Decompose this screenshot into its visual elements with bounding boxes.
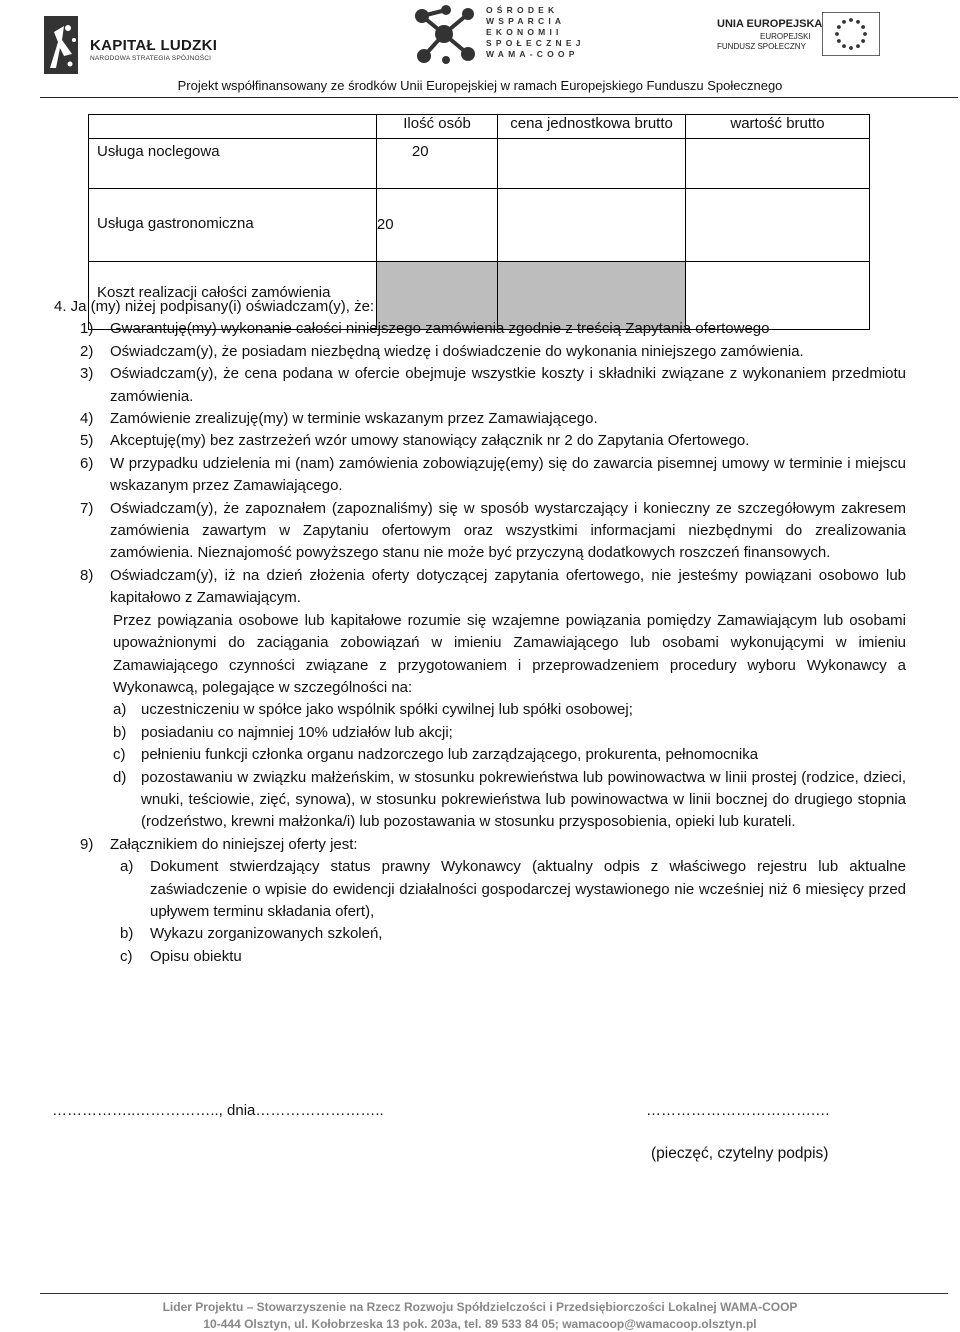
relationship-paragraph: Przez powiązania osobowe lub kapitałowe rozumie się wzajemne powiązania pomiędzy Zamawiającym lub osobami upoważnionymi do zaciągania zobowiązań w imieniu Zamawiającego lub osobami wykonującymi w imieniu Zamawiającego czynności związane z przygotowaniem i przeprowadzeniem procedury wyboru Wykonawcy a Wykonawcą, polegające w szczególności na: xyxy=(113,611,906,696)
relationship-definition xyxy=(113,610,906,834)
item-text: Zamówienie zrealizuję(my) w terminie wskazanym przez Zamawiającego. xyxy=(110,410,598,428)
item-letter: a) xyxy=(120,858,134,876)
item-text: Gwarantuję(my) wykonanie całości niniejszego zamówienia zgodnie z treścią Zapytania ofertowego xyxy=(110,320,770,338)
total-value-field[interactable] xyxy=(685,189,869,262)
item-letter: b) xyxy=(120,925,134,943)
item-text: posiadaniu co najmniej 10% udziałów lub akcji; xyxy=(141,723,453,741)
item-text: W przypadku udzielenia mi (nam) zamówienia zobowiązuję(emy) się do zawarcia pisemnej umowy w terminie i miejscu wskazanym przez Zamawiającego. xyxy=(110,454,906,495)
ue-title: UNIA EUROPEJSKA xyxy=(717,18,823,30)
owes-line: WAMA-COOP xyxy=(486,49,579,59)
item-letter: b) xyxy=(113,723,127,741)
list-item xyxy=(113,699,906,721)
list-item xyxy=(54,408,906,430)
list-item xyxy=(54,498,906,565)
owes-line: EKONOMII xyxy=(486,27,563,37)
item-text: Oświadczam(y), że zapoznałem (zapoznaliśmy) się w sposób wystarczający i konieczny ze szczegółowym zakresem zamówienia zawartym w Zapytaniu ofertowym oraz wszystkimi informacjami niezbędnymi do zrealizowania zamówienia. Nieznajomość powyższego stanu nie może być przyczyną dodatkowych roszczeń finansowych. xyxy=(110,499,906,562)
eu-star-icon xyxy=(837,25,841,29)
item-letter: c) xyxy=(113,746,126,764)
list-item xyxy=(54,363,906,408)
row-label: Koszt realizacji całości zamówienia xyxy=(89,262,377,330)
header-cell-empty xyxy=(89,115,377,139)
table-row xyxy=(89,139,870,189)
row-label: Usługa gastronomiczna xyxy=(89,189,377,262)
table-row xyxy=(89,189,870,262)
kapital-ludzki-logo-icon xyxy=(38,14,86,81)
unit-price-field[interactable] xyxy=(498,189,686,262)
list-item xyxy=(113,744,906,766)
footer-project-leader: Lider Projektu – Stowarzyszenie na Rzecz Rozwoju Spółdzielczości i Przedsiębiorczości Lokalnej WAMA-COOP xyxy=(162,1300,798,1314)
header-cell-total-value: wartość brutto xyxy=(685,115,869,139)
eu-star-icon xyxy=(842,20,846,24)
unit-price-field[interactable] xyxy=(498,139,686,189)
list-item xyxy=(54,318,906,340)
footer-divider xyxy=(40,1293,948,1294)
list-item xyxy=(54,565,906,610)
item-text: Dokument stwierdzający status prawny Wykonawcy (aktualny odpis z właściwego rejestru lub aktualne zaświadczenie o wpisie do ewidencji działalności gospodarczej wystawionego nie wcześniej niż 6 miesięcy przed upływem terminu składania ofert), xyxy=(150,858,906,920)
list-item xyxy=(54,341,906,363)
owes-line: WSPARCIA xyxy=(486,16,566,26)
total-value-field[interactable] xyxy=(685,139,869,189)
item-number: 9) xyxy=(80,835,94,853)
item-text: Załącznikiem do niniejszej oferty jest: xyxy=(110,835,358,853)
owes-molecule-logo-icon xyxy=(410,4,480,71)
owes-line: SPOŁECZNEJ xyxy=(486,38,585,48)
signature-field[interactable]: …………………………….… xyxy=(646,1102,831,1119)
list-item xyxy=(54,923,906,945)
ue-fund-line-1: EUROPEJSKI xyxy=(760,32,811,41)
item-number: 4) xyxy=(80,410,94,428)
eu-star-icon xyxy=(835,32,839,36)
kapital-ludzki-subtitle: NARODOWA STRATEGIA SPÓJNOŚCI xyxy=(90,55,212,62)
list-item xyxy=(54,946,906,968)
eu-star-icon xyxy=(861,25,865,29)
list-item xyxy=(54,453,906,498)
item-number: 7) xyxy=(80,499,94,517)
eu-star-icon xyxy=(842,44,846,48)
table-header-row xyxy=(89,115,870,139)
eu-star-icon xyxy=(837,39,841,43)
owes-wordmark xyxy=(486,5,585,60)
eu-star-icon xyxy=(849,18,853,22)
item-number: 1) xyxy=(80,320,94,338)
header-divider xyxy=(40,97,958,98)
item-letter: a) xyxy=(113,701,127,719)
item-number: 3) xyxy=(80,365,94,383)
list-item xyxy=(54,856,906,923)
eu-flag-icon xyxy=(822,12,880,61)
kapital-ludzki-name: KAPITAŁ LUDZKI xyxy=(90,37,218,54)
item-text: Opisu obiektu xyxy=(150,947,242,965)
item-number: 6) xyxy=(80,454,94,472)
list-item xyxy=(113,722,906,744)
statement-heading: 4. Ja (my) niżej podpisany(i) oświadczam(y), że: xyxy=(54,298,375,315)
row-quantity: 20 xyxy=(376,139,497,189)
item-text: Akceptuję(my) bez zastrzeżeń wzór umowy stanowiący załącznik nr 2 do Zapytania Ofertowego. xyxy=(110,432,750,450)
eu-star-icon xyxy=(856,44,860,48)
project-cofinancing-note: Projekt współfinansowany ze środków Unii Europejskiej w ramach Europejskiego Funduszu Społecznego xyxy=(177,78,783,93)
list-item xyxy=(54,430,906,452)
item-text: Oświadczam(y), że posiadam niezbędną wiedzę i doświadczenie do wykonania niniejszego zamówienia. xyxy=(110,342,804,360)
eu-star-icon xyxy=(856,20,860,24)
eu-star-icon xyxy=(861,39,865,43)
row-label: Usługa noclegowa xyxy=(89,139,377,189)
footer-contact: 10-444 Olsztyn, ul. Kołobrzeska 13 pok. 203a, tel. 89 533 84 05; wamacoop@wamacoop.olsztyn.pl xyxy=(203,1317,757,1331)
item-text: Wykazu zorganizowanych szkoleń, xyxy=(150,925,383,943)
row-quantity: 20 xyxy=(376,189,497,262)
item-text: uczestniczeniu w spółce jako wspólnik spółki cywilnej lub spółki osobowej; xyxy=(141,701,633,719)
header-cell-unit-price: cena jednostkowa brutto xyxy=(498,115,686,139)
eu-star-icon xyxy=(863,32,867,36)
list-item xyxy=(54,834,906,856)
signature-caption: (pieczęć, czytelny podpis) xyxy=(651,1145,829,1162)
item-number: 5) xyxy=(80,432,94,450)
statement-section xyxy=(54,296,906,968)
item-number: 2) xyxy=(80,342,94,360)
item-letter: c) xyxy=(120,947,133,965)
item-text: pozostawaniu w związku małżeńskim, w stosunku pokrewieństwa lub powinowactwa w linii prostej (rodzice, dzieci, wnuki, teściowie, zięć, synowa), w stosunku pokrewieństwa lub powinowactwa w linii bocznej do drugiego stopnia (rodzeństwo, krewni małżonka/i) lub pozostawania w stosunku przysposobienia, opieki lub kurateli. xyxy=(141,768,906,831)
ue-fund-line-2: FUNDUSZ SPOŁECZNY xyxy=(717,42,806,51)
item-letter: d) xyxy=(113,768,127,786)
eu-star-icon xyxy=(849,46,853,50)
header-cell-quantity: Ilość osób xyxy=(376,115,497,139)
item-text: Oświadczam(y), iż na dzień złożenia oferty dotyczącej zapytania ofertowego, nie jesteśmy powiązani osobowo lub kapitałowo z Zamawiającym. xyxy=(110,566,906,607)
list-item xyxy=(113,767,906,834)
item-number: 8) xyxy=(80,566,94,584)
owes-line: OŚRODEK xyxy=(486,5,559,15)
item-text: Oświadczam(y), że cena podana w ofercie obejmuje wszystkie koszty i składniki związane z wykonaniem przedmiotu zamówienia. xyxy=(110,365,906,405)
item-text: pełnieniu funkcji członka organu nadzorczego lub zarządzającego, prokurenta, pełnomocnika xyxy=(141,746,759,764)
place-date-field[interactable]: ……………..…………….., dnia…………………….. xyxy=(52,1102,384,1119)
